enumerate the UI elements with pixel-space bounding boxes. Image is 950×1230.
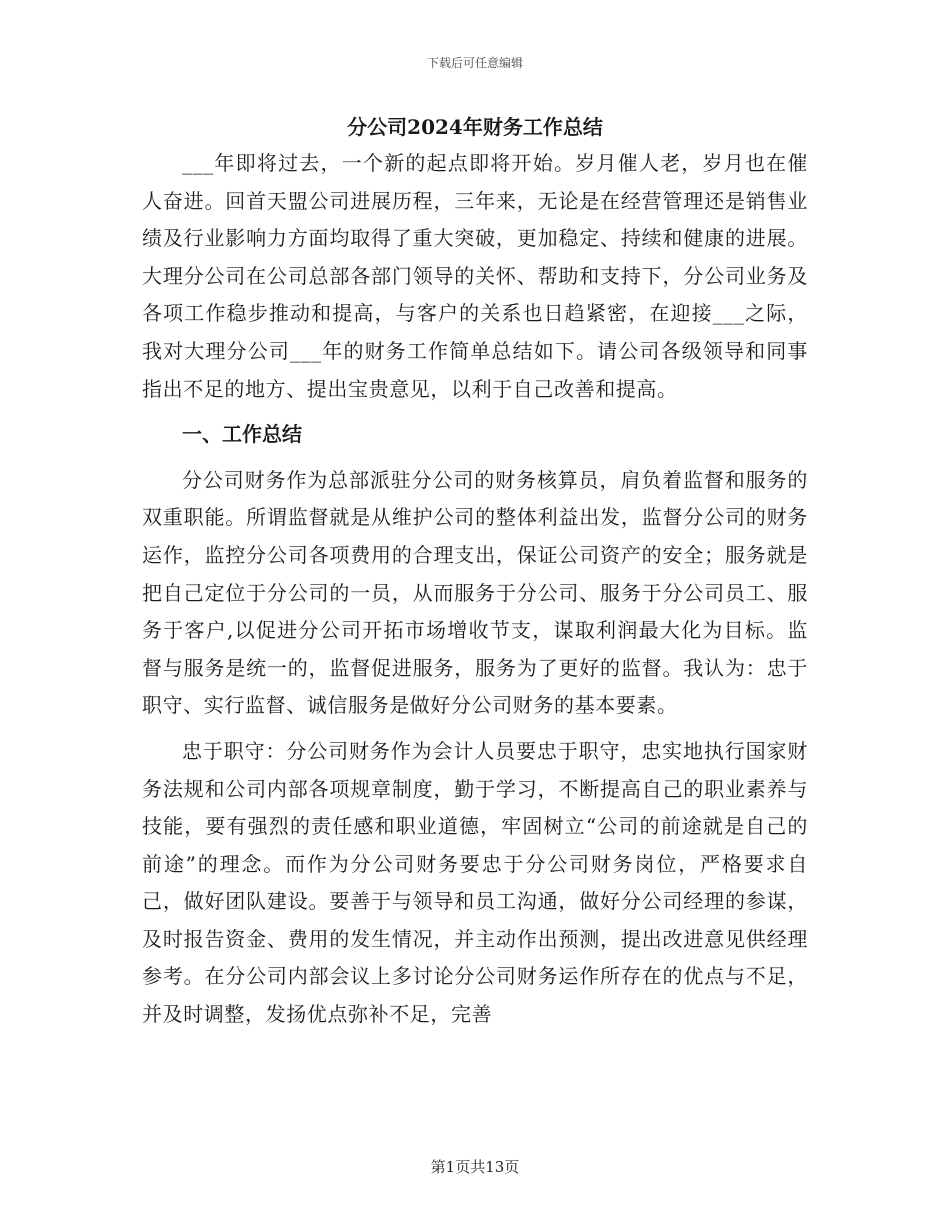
- header-note: 下载后可任意编辑: [426, 56, 523, 70]
- page-number: 第1页共13页: [430, 1158, 520, 1176]
- loyalty-paragraph: 忠于职守：分公司财务作为会计人员要忠于职守，忠实地执行国家财务法规和公司内部各项规章制度，勤于学习，不断提高自己的职业素养与技能，要有强烈的责任感和职业道德，牢固树立“公司的前途就是自己的前途”的理念。而作为分公司财务要忠于分公司财务岗位，严格要求自己，做好团队建设。要善于与领导和员工沟通，做好分公司经理的参谋，及时报告资金、费用的发生情况，并主动作出预测，提出改进意见供经理参考。在分公司内部会议上多讨论分公司财务运作所存在的优点与不足，并及时调整，发扬优点弥补不足，完善: [142, 738, 808, 1027]
- duty-paragraph: 分公司财务作为总部派驻分公司的财务核算员，肩负着监督和服务的双重职能。所谓监督就是从维护公司的整体利益出发，监督分公司的财务运作，监控分公司各项费用的合理支出，保证公司资产的安全；服务就是把自己定位于分公司的一员，从而服务于分公司、服务于分公司员工、服务于客户,以促进分公司开拓市场增收节支，谋取利润最大化为目标。监督与服务是统一的，监督促进服务，服务为了更好的监督。我认为：忠于职守、实行监督、诚信服务是做好分公司财务的基本要素。: [142, 467, 808, 718]
- intro-paragraph: ___年即将过去，一个新的起点即将开始。岁月催人老，岁月也在催人奋进。回首天盟公司进展历程，三年来，无论是在经营管理还是销售业绩及行业影响力方面均取得了重大突破，更加稳定、持续和健康的进展。大理分公司在公司总部各部门领导的关怀、帮助和支持下，分公司业务及各项工作稳步推动和提高，与客户的关系也日趋紧密，在迎接___之际，我对大理分公司___年的财务工作简单总结如下。请公司各级领导和同事指出不足的地方、提出宝贵意见，以利于自己改善和提高。: [142, 151, 808, 401]
- document-title: 分公司2024年财务工作总结: [347, 115, 603, 139]
- document-body: [142, 145, 808, 1034]
- section-heading: 一、工作总结: [182, 422, 302, 447]
